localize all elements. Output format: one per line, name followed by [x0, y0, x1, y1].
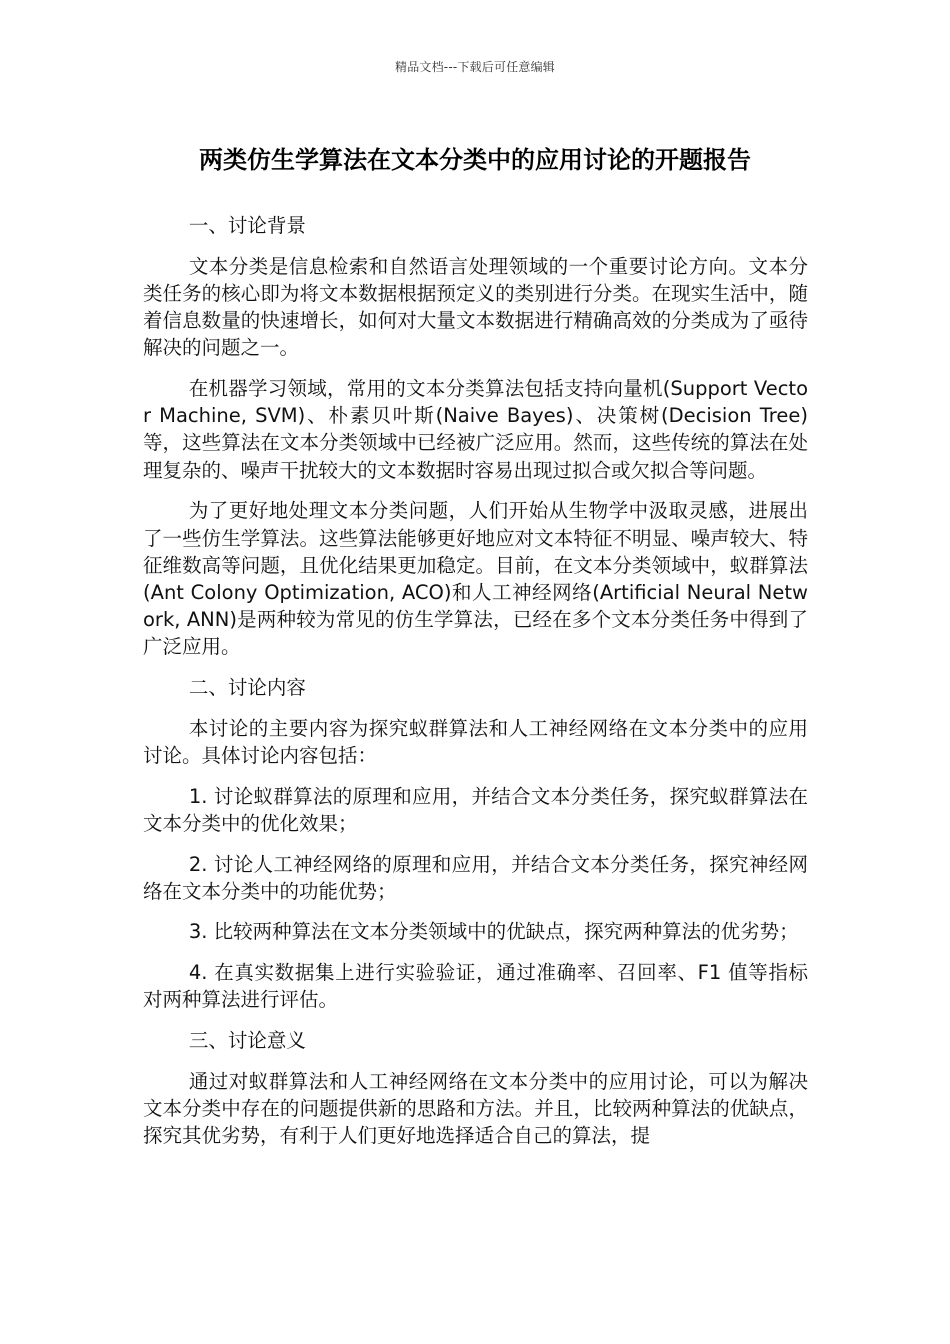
paragraph: 为了更好地处理文本分类问题，人们开始从生物学中汲取灵感，进展出了一些仿生学算法。这些算法能够更好地应对文本特征不明显、噪声较大、特征维数高等问题，且优化结果更加稳定。目前，在文本分类领域中，蚁群算法(Ant Colony Optimization, ACO)和人工神经网络(Artificial Neural Network, ANN)是两种较为常见的仿生学算法，已经在多个文本分类任务中得到了广泛应用。 [143, 499, 808, 659]
paragraph: 通过对蚁群算法和人工神经网络在文本分类中的应用讨论，可以为解决文本分类中存在的问题提供新的思路和方法。并且，比较两种算法的优缺点，探究其优劣势，有利于人们更好地选择适合自己的算法，提 [143, 1069, 808, 1148]
list-item: 1. 讨论蚁群算法的原理和应用，并结合文本分类任务，探究蚁群算法在文本分类中的优化效果； [143, 784, 808, 835]
section-heading-background: 一、讨论背景 [188, 214, 306, 237]
section-heading-content: 二、讨论内容 [188, 676, 306, 700]
document-body [143, 212, 808, 1163]
list-item: 4. 在真实数据集上进行实验验证，通过准确率、召回率、F1 值等指标对两种算法进行评估。 [143, 961, 808, 1012]
paragraph: 文本分类是信息检索和自然语言处理领域的一个重要讨论方向。文本分类任务的核心即为将文本数据根据预定义的类别进行分类。在现实生活中，随着信息数量的快速增长，如何对大量文本数据进行精确高效的分类成为了亟待解决的问题之一。 [143, 254, 808, 360]
paragraph: 本讨论的主要内容为探究蚁群算法和人工神经网络在文本分类中的应用讨论。具体讨论内容包括： [143, 716, 808, 767]
list-item: 3. 比较两种算法在文本分类领域中的优缺点，探究两种算法的优劣势； [188, 920, 799, 944]
list-item: 2. 讨论人工神经网络的原理和应用，并结合文本分类任务，探究神经网络在文本分类中的功能优势； [143, 852, 808, 903]
header-note: 精品文档---下载后可任意编辑 [395, 60, 555, 74]
document-title: 两类仿生学算法在文本分类中的应用讨论的开题报告 [199, 146, 751, 174]
paragraph: 在机器学习领域，常用的文本分类算法包括支持向量机(Support Vector Machine, SVM)、朴素贝叶斯(Naive Bayes)、决策树(Decision Tree)等，这些算法在文本分类领域中已经被广泛应用。然而，这些传统的算法在处理复杂的、噪声干扰较大的文本数据时容易出现过拟合或欠拟合等问题。 [143, 377, 808, 482]
section-heading-significance: 三、讨论意义 [188, 1029, 306, 1053]
